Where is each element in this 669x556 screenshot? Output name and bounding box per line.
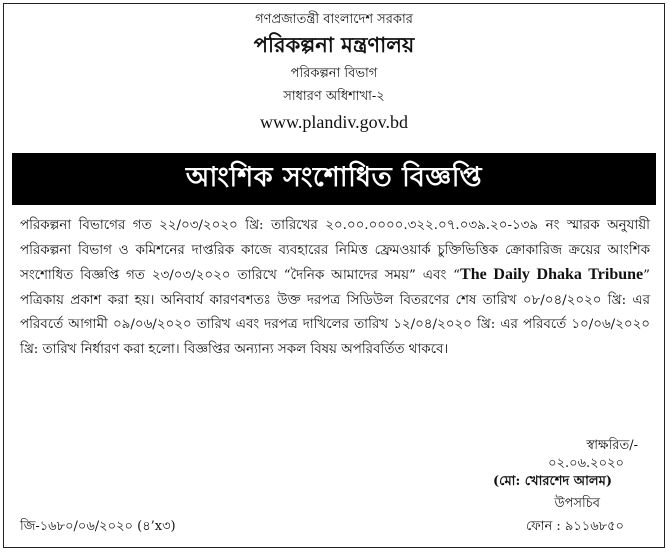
branch-name: সাধারণ অধিশাখা-২ (283, 89, 385, 104)
notice-page (3, 3, 665, 548)
notice-body-part1: পরিকল্পনা বিভাগের গত ২২/০৩/২০২০ খ্রি: তারিখের ২০.০০.০০০০.৩২২.০৭.০৩৯.২০-১৩৯ নং স্মারক অনুযায়ী পরিকল্পনা বিভাগ ও কমিশনের দাপ্তরিক কাজে ব্যবহারের নিমিত্ত ফ্রেমওয়ার্ক চুক্তিভিত্তিক ক্রোকারিজ ক্রয়ের আংশিক সংশোধিত বিজ্ঞপ্তি গত ২৩/০৩/২০২০ তারিখে “দৈনিক আমাদের সময়” এবং “ (20, 218, 650, 283)
phone-number: ফোন : ৯১১৬৮৫০ (525, 519, 624, 534)
notice-body (20, 214, 650, 362)
memo-number: জি-১৬৮০/০৬/২০২০ (৪’x৩) (20, 519, 176, 534)
notice-title-banner (12, 153, 656, 205)
signatory-name: (মো: খোরশেদ আলম) (493, 474, 612, 489)
notice-title: আংশিক সংশোধিত বিজ্ঞপ্তি (185, 161, 483, 193)
division-name: পরিকল্পনা বিভাগ (290, 66, 378, 81)
ministry-title: পরিকল্পনা মন্ত্রণালয় (253, 32, 415, 57)
signatory-designation: উপসচিব (554, 496, 600, 511)
signed-mark: স্বাক্ষরিত/- (586, 438, 638, 453)
newspaper-name: The Daily Dhaka Tribune (460, 266, 644, 283)
notice-body-part2: ” পত্রিকায় প্রকাশ করা হয়। অনিবার্য কারণবশতঃ উক্ত দরপত্র সিডিউল বিতরণের শেষ তারিখ ০৮/০৪/২০২০ খ্রি: এর পরিবর্তে আগামী ০৯/০৬/২০২০ তারিখ এবং দরপত্র দাখিলের তারিখ ১২/০৪/২০২০ খ্রি: এর পরিবর্তে ১০/০৬/২০২০ খ্রি: তারিখ নির্ধারণ করা হলো। বিজ্ঞপ্তির অন্যান্য সকল বিষয় অপরিবর্তিত থাকবে। (20, 268, 650, 357)
signature-date: ০২.০৬.২০২০ (548, 456, 624, 471)
website-url: www.plandiv.gov.bd (260, 112, 408, 132)
government-heading: গণপ্রজাতন্ত্রী বাংলাদেশ সরকার (255, 12, 413, 27)
